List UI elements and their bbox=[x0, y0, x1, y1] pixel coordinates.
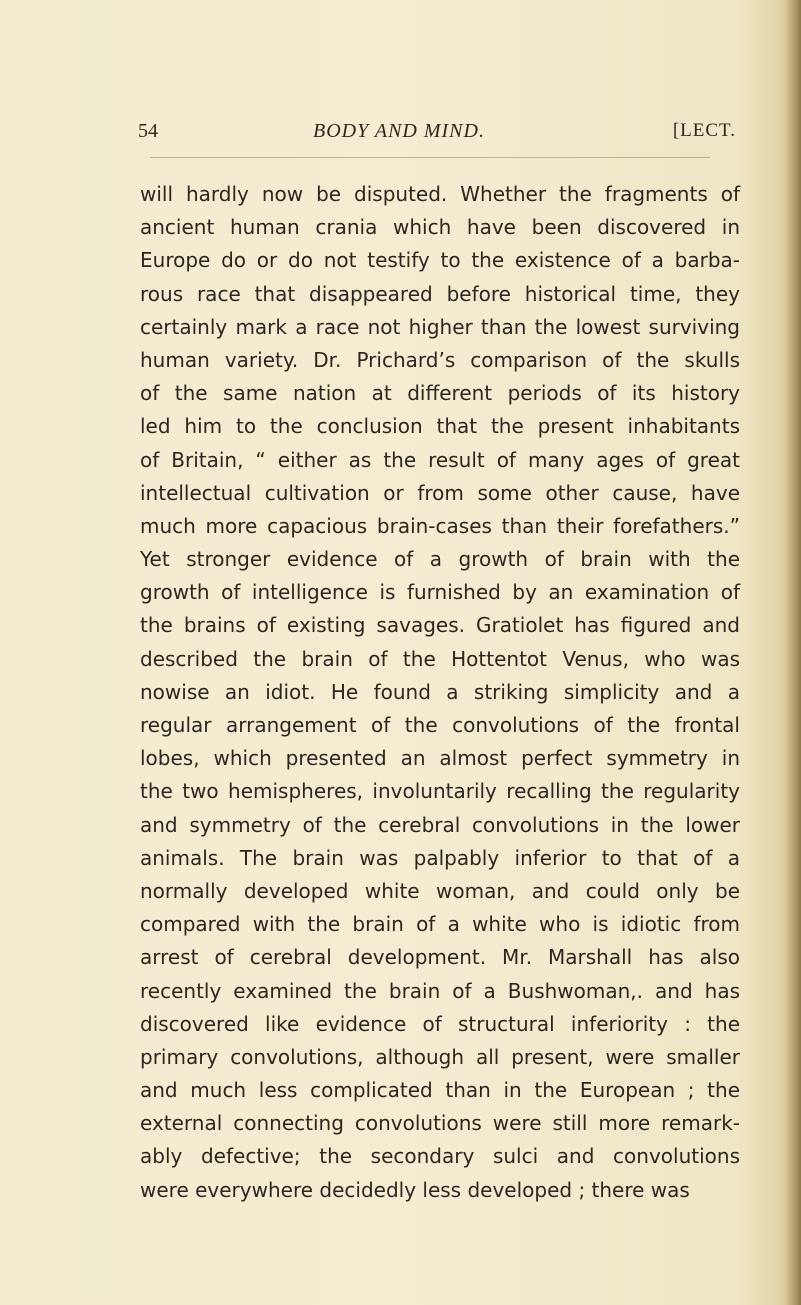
text-line: described the brain of the Hottentot Venus, who was bbox=[140, 646, 740, 671]
text-line: compared with the brain of a white who is idiotic from bbox=[140, 912, 740, 937]
text-line: the brains of existing savages. Gratiolet has figured and bbox=[140, 613, 740, 638]
text-line: Europe do or do not testify to the existence of a barba- bbox=[140, 248, 740, 273]
body-text bbox=[140, 178, 740, 1207]
page-number: 54 bbox=[138, 120, 158, 142]
text-line: Yet stronger evidence of a growth of brain with the bbox=[140, 547, 740, 572]
text-line: much more capacious brain-cases than their forefathers.” bbox=[140, 513, 740, 538]
text-line: discovered like evidence of structural inferiority : the bbox=[140, 1011, 740, 1036]
text-line: recently examined the brain of a Bushwoman,. and has bbox=[140, 978, 740, 1003]
text-line: led him to the conclusion that the present inhabitants bbox=[140, 414, 740, 439]
text-line: will hardly now be disputed. Whether the fragments of bbox=[140, 182, 740, 206]
text-line: the two hemispheres, involuntarily recalling the regularity bbox=[140, 779, 740, 804]
text-line: of the same nation at different periods of its history bbox=[140, 381, 740, 406]
text-line: human variety. Dr. Prichard’s comparison of the skulls bbox=[140, 347, 740, 372]
text-line: lobes, which presented an almost perfect symmetry in bbox=[140, 746, 740, 771]
running-title: BODY AND MIND. bbox=[313, 120, 485, 142]
text-line: growth of intelligence is furnished by an examination of bbox=[140, 580, 740, 605]
text-line: and symmetry of the cerebral convolutions in the lower bbox=[140, 812, 740, 837]
text-line: arrest of cerebral development. Mr. Marshall has also bbox=[140, 945, 740, 970]
page-edge bbox=[785, 0, 801, 1305]
running-header bbox=[138, 120, 736, 146]
text-line: were everywhere decidedly less developed ; there was bbox=[140, 1177, 690, 1202]
text-line: animals. The brain was palpably inferior to that of a bbox=[140, 845, 740, 870]
text-line: intellectual cultivation or from some other cause, have bbox=[140, 480, 740, 505]
text-line: rous race that disappeared before historical time, they bbox=[140, 281, 740, 306]
text-line: ancient human crania which have been discovered in bbox=[140, 215, 740, 240]
text-line: primary convolutions, although all present, were smaller bbox=[140, 1044, 740, 1069]
text-line: external connecting convolutions were still more remark- bbox=[140, 1111, 740, 1136]
text-line: ably defective; the secondary sulci and convolutions bbox=[140, 1144, 740, 1169]
header-rule bbox=[150, 157, 710, 158]
text-line: nowise an idiot. He found a striking simplicity and a bbox=[140, 679, 740, 704]
section-mark: [LECT. bbox=[672, 120, 736, 141]
text-line: and much less complicated than in the European ; the bbox=[140, 1078, 740, 1103]
text-line: regular arrangement of the convolutions of the frontal bbox=[140, 713, 740, 737]
text-line: normally developed white woman, and could only be bbox=[140, 878, 740, 903]
text-line: of Britain, “ either as the result of many ages of great bbox=[140, 447, 740, 472]
text-line: certainly mark a race not higher than the lowest surviving bbox=[140, 314, 740, 339]
